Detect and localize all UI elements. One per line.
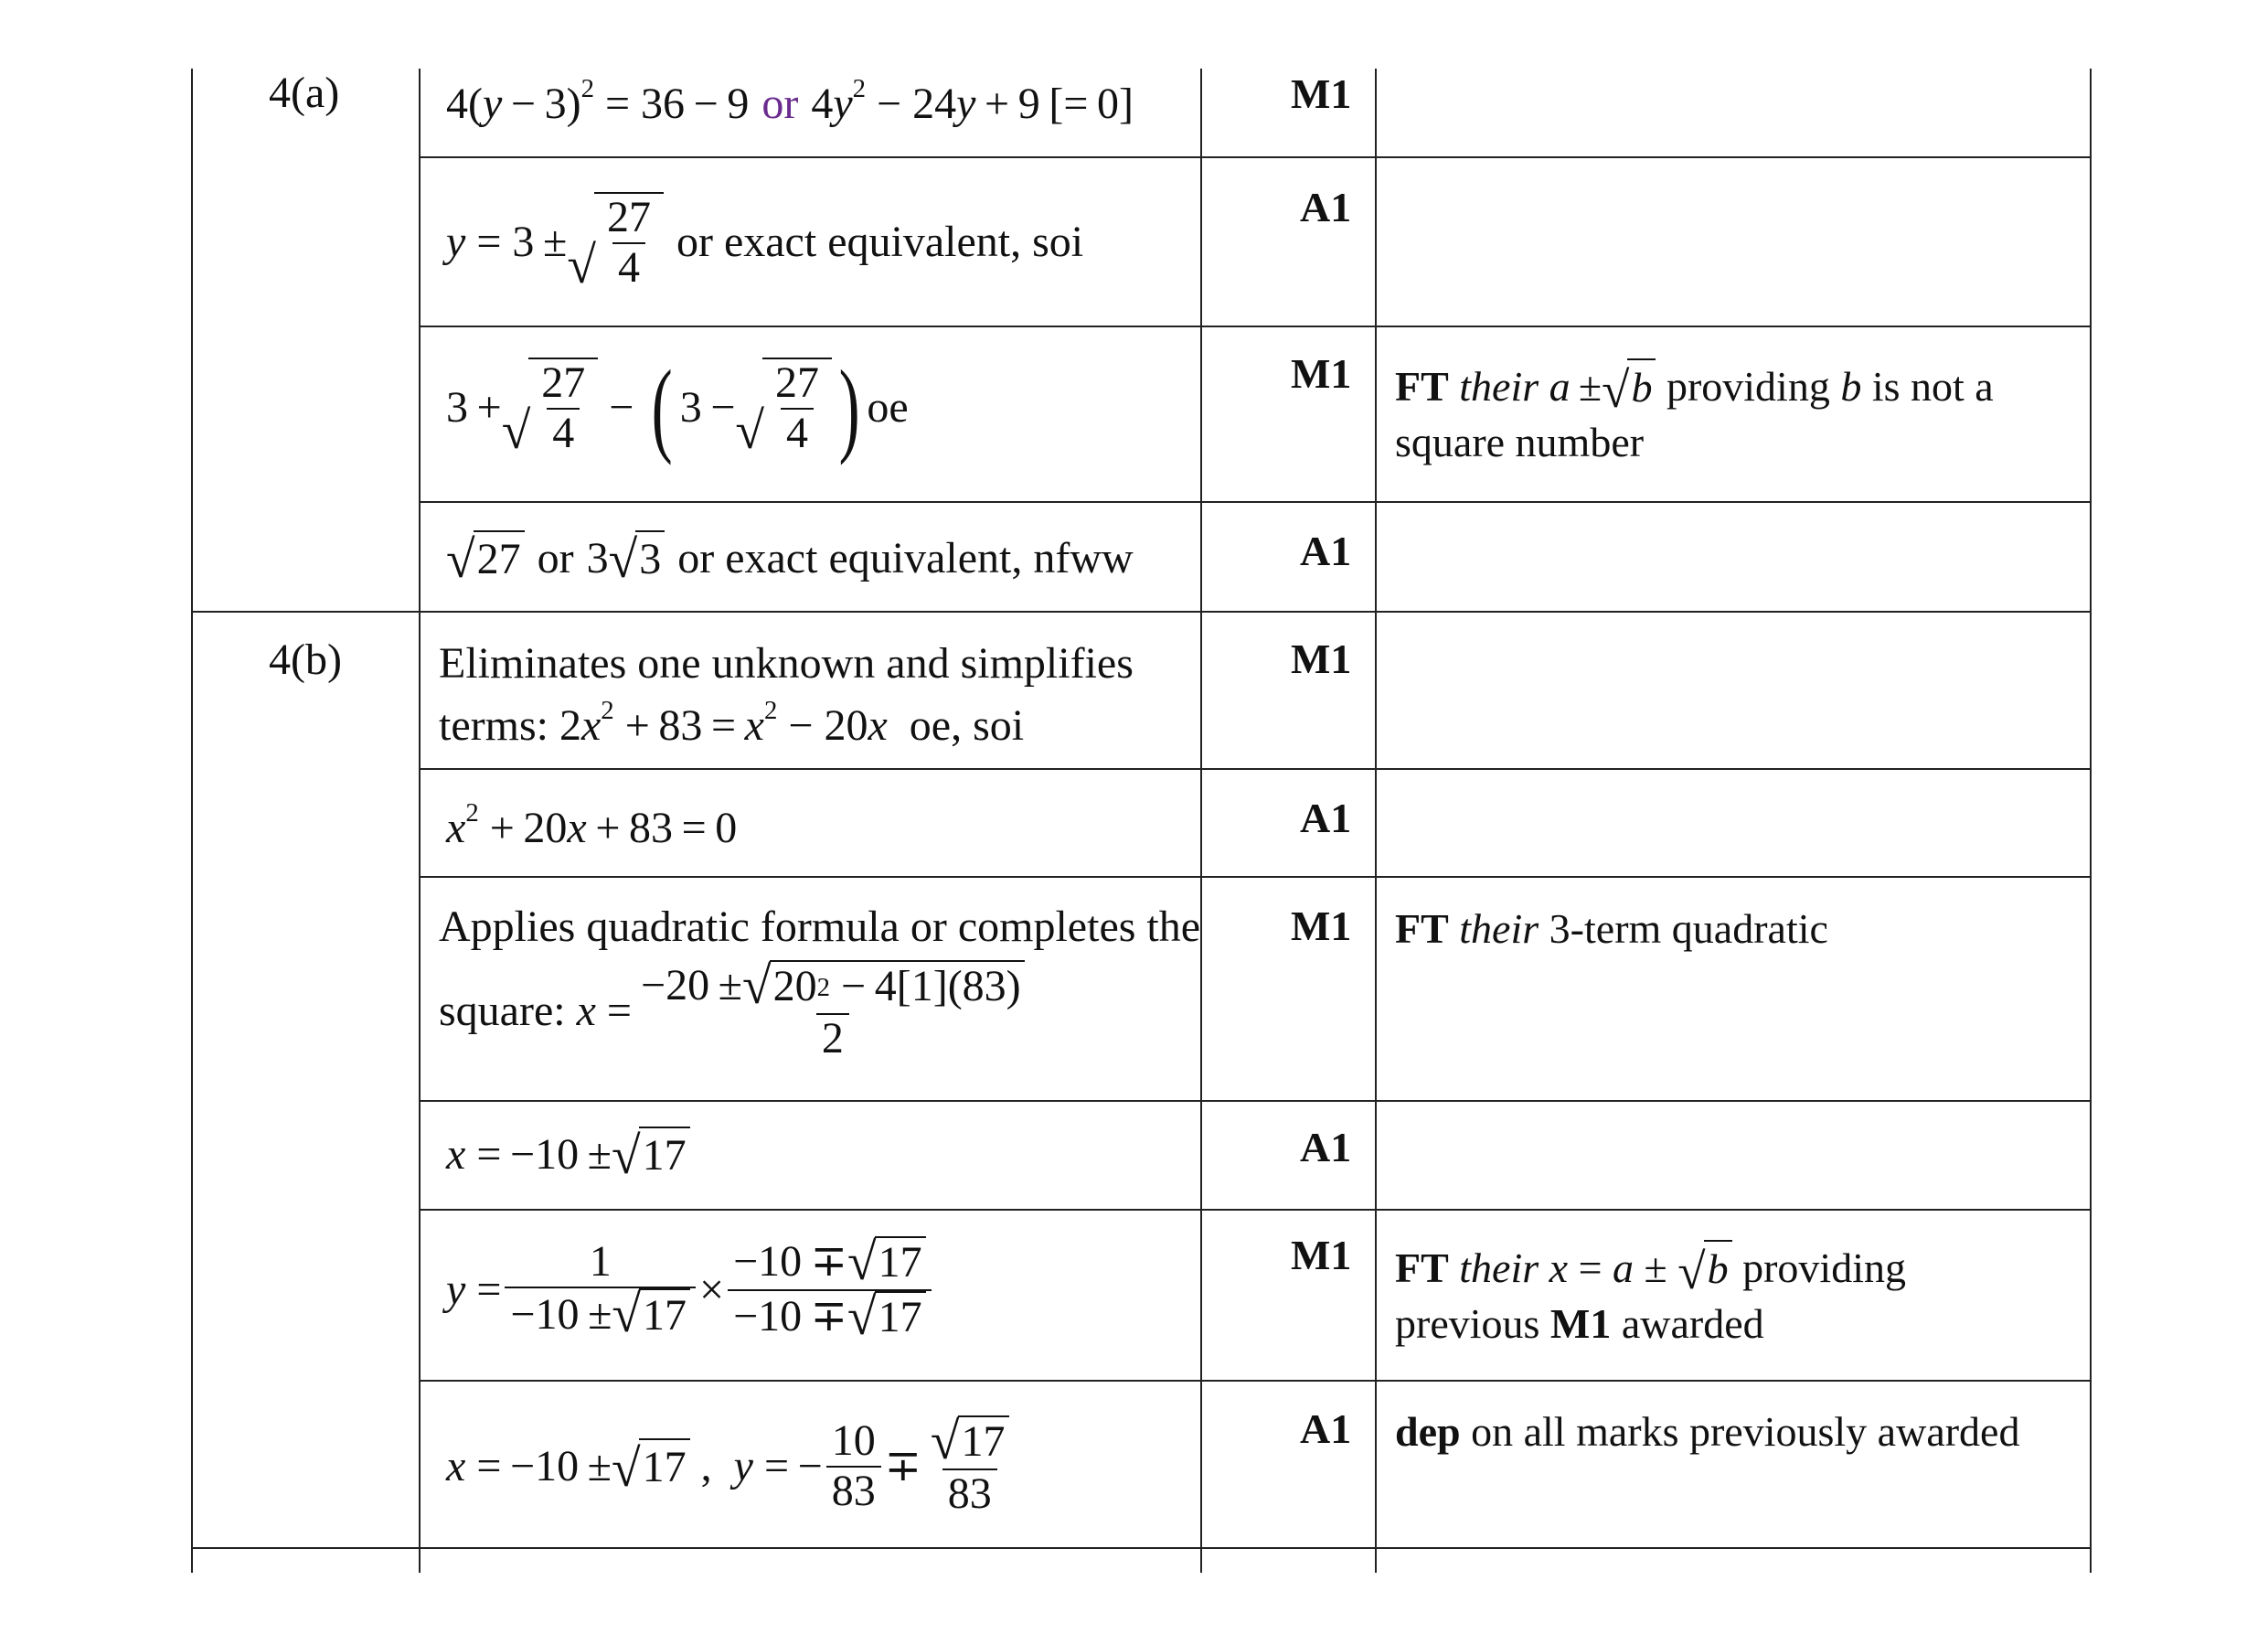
mark-4b-1: M1 bbox=[1291, 635, 1352, 682]
question-label-4a: 4(a) bbox=[269, 69, 340, 117]
or-text: or bbox=[761, 80, 799, 128]
answer-4a-2: y = 3 ± √ $\frac{27}{4}$ or exact equivalent, soi bbox=[446, 193, 1084, 294]
question-divider bbox=[191, 611, 2092, 613]
mark-4b-2: A1 bbox=[1300, 795, 1352, 841]
answer-4a-1: $4(y - 3)^2 = 36 - 9$ or $4y^2 - 24y + 9$ [= 0] bbox=[446, 77, 1134, 132]
mark-4a-1: M1 bbox=[1291, 70, 1352, 117]
mark-4a-2: A1 bbox=[1300, 184, 1352, 230]
row-divider bbox=[419, 501, 2092, 503]
answer-text: or exact equivalent, soi bbox=[676, 217, 1084, 266]
guidance-4b-6: dep on all marks previously awarded bbox=[1395, 1408, 2020, 1455]
guidance-4b-5: FT their x = a ± √ b providing previous M1 awarded bbox=[1395, 1240, 1906, 1351]
row-divider bbox=[419, 326, 2092, 327]
table-divider-marks bbox=[1375, 69, 1377, 1573]
answer-4b-4: x = −10 ± √ 17 bbox=[446, 1127, 690, 1183]
guidance-4a-3: FT their a ± √ b providing b is not a square number bbox=[1395, 358, 1994, 470]
table-border-right bbox=[2090, 69, 2092, 1573]
mark-4a-4: A1 bbox=[1300, 528, 1352, 574]
answer-4b-2: $x^2 + 20x + 83 = 0$ bbox=[446, 797, 738, 852]
table-bottom bbox=[191, 1547, 2092, 1549]
mark-4b-5: M1 bbox=[1291, 1232, 1352, 1278]
mark-4b-4: A1 bbox=[1300, 1124, 1352, 1170]
guidance-4b-3: FT their 3-term quadratic bbox=[1395, 905, 1828, 952]
mark-4a-3: M1 bbox=[1291, 350, 1352, 397]
answer-4b-5: y = 1 −10 ± √ 17 × −10 ∓ √ 17 −10 ∓ √ 17 bbox=[446, 1236, 935, 1343]
or-text: or bbox=[537, 534, 574, 582]
row-divider bbox=[419, 768, 2092, 770]
row-divider bbox=[419, 1380, 2092, 1382]
row-divider bbox=[419, 876, 2092, 878]
table-border-left bbox=[191, 69, 193, 1573]
answer-4b-3: Applies quadratic formula or completes the square: x = −20 ± √ 20 2 − 4[1](83) 2 bbox=[439, 902, 1201, 1063]
answer-4b-6: x = −10 ± √ 17 , y = − $\frac{10}{83}$ ∓ √ 17 83 bbox=[446, 1415, 1018, 1518]
answer-4b-1: Eliminates one unknown and simplifies terms: $2x^2 + 83 = x^2 - 20x$ oe, soi bbox=[439, 639, 1134, 750]
question-label-4b: 4(b) bbox=[269, 635, 342, 684]
row-divider bbox=[419, 1100, 2092, 1102]
mark-4b-3: M1 bbox=[1291, 902, 1352, 949]
answer-text: or exact equivalent, nfww bbox=[677, 534, 1134, 582]
mark-4b-6: A1 bbox=[1300, 1405, 1352, 1452]
row-divider bbox=[419, 1209, 2092, 1211]
table-divider-answer bbox=[1200, 69, 1202, 1573]
answer-4a-3: 3 + √ $\frac{27}{4}$ − ( 3 − √ $\frac{27}{4}$ ) oe bbox=[446, 348, 909, 465]
answer-4a-4: √ 27 or 3 √ 3 or exact equivalent, nfww bbox=[446, 531, 1134, 590]
row-divider bbox=[419, 156, 2092, 158]
answer-text: oe bbox=[867, 382, 909, 432]
table-divider-question bbox=[419, 69, 421, 1573]
